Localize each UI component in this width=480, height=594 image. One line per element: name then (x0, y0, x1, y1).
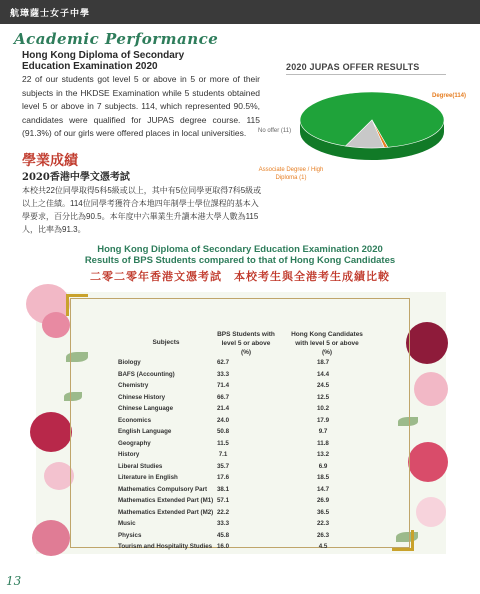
cell-bps-percent: 33.3 (216, 370, 230, 378)
flower-decoration (414, 372, 448, 406)
cell-hk-percent: 17.9 (316, 416, 330, 424)
pie-label-degree: Degree(114) (432, 93, 467, 99)
cell-hk-percent: 22.3 (316, 520, 330, 527)
cell-subject: Physics (118, 531, 142, 539)
flower-decoration (408, 442, 448, 482)
cell-subject: Literature in English (118, 474, 178, 481)
results-title-line1: Hong Kong Diploma of Secondary Education Examination 2020 (97, 244, 383, 255)
chinese-subheading: 2020香港中學文憑考試 (22, 172, 130, 183)
flower-decoration (30, 412, 72, 452)
cell-subject: Chinese Language (118, 405, 174, 412)
cell-subject: Mathematics Extended Part (M2) (118, 508, 214, 516)
cell-bps-percent: 24.0 (216, 416, 230, 424)
cell-subject: English Language (118, 428, 172, 435)
section-title: Academic Performance (14, 30, 219, 48)
cell-hk-percent: 10.2 (316, 405, 330, 412)
cell-bps-percent: 38.1 (216, 485, 230, 493)
frame-corner (66, 294, 69, 316)
cell-bps-percent: 71.4 (216, 382, 230, 389)
cell-bps-percent: 33.3 (216, 520, 230, 527)
cell-subject: Tourism and Hospitality Studies (118, 543, 213, 550)
col-header-subjects: Subjects (152, 339, 180, 346)
english-subtitle-line1: Hong Kong Diploma of Secondary (22, 50, 185, 61)
cell-bps-percent: 17.6 (216, 474, 230, 481)
chart-title-underline (286, 74, 446, 75)
cell-bps-percent: 7.1 (218, 451, 228, 458)
flower-decoration (416, 497, 446, 527)
col-header-hk (282, 330, 372, 357)
cell-hk-percent: 9.7 (318, 428, 328, 435)
cell-bps-percent: 62.7 (216, 359, 230, 366)
table-row (116, 543, 366, 554)
cell-bps-percent: 22.2 (216, 508, 230, 516)
table-row (116, 532, 366, 543)
flower-decoration (406, 322, 448, 364)
col-header-bps-line2: level 5 or above (221, 340, 271, 347)
flower-decoration (32, 520, 70, 556)
cell-bps-percent: 57.1 (216, 497, 230, 504)
table-row (116, 440, 366, 451)
cell-hk-percent: 13.2 (316, 451, 330, 458)
cell-hk-percent: 14.7 (316, 485, 330, 493)
chart-title: 2020 JUPAS OFFER RESULTS (286, 62, 420, 72)
school-name: 航璋薩士女子中學 (10, 9, 91, 19)
cell-subject: Chinese History (118, 393, 166, 401)
cell-bps-percent: 66.7 (216, 393, 230, 401)
cell-subject: Music (118, 520, 136, 527)
table-row (116, 405, 366, 416)
table-row (116, 371, 366, 382)
table-row (116, 497, 366, 508)
table-row (116, 520, 366, 531)
cell-subject: Chemistry (118, 382, 149, 389)
pie-label-associate: Associate Degree / High Diploma (1) (258, 167, 324, 181)
cell-hk-percent: 18.7 (316, 359, 330, 366)
table-row (116, 394, 366, 405)
cell-subject: Liberal Studies (118, 462, 163, 470)
table-row (116, 474, 366, 485)
cell-bps-percent: 21.4 (216, 405, 230, 412)
cell-bps-percent: 45.8 (216, 531, 230, 539)
cell-bps-percent: 50.8 (216, 428, 230, 435)
table-row (116, 417, 366, 428)
cell-bps-percent: 11.5 (217, 439, 229, 447)
frame-corner (66, 294, 88, 297)
cell-hk-percent: 4.5 (318, 543, 328, 550)
cell-bps-percent: 35.7 (216, 462, 230, 470)
frame-corner (411, 530, 414, 551)
results-title-chinese: 二零二零年香港文憑考試 本校考生與全港考生成績比較 (90, 270, 390, 283)
col-header-hk-line2: with level 5 or above (295, 340, 359, 347)
chinese-heading: 學業成績 (22, 153, 78, 169)
col-header-hk-line1: Hong Kong Candidates (291, 331, 363, 338)
table-row (116, 451, 366, 462)
pie-label-no-offer: No offer (11) (258, 128, 292, 134)
header-bar (0, 0, 480, 24)
col-header-bps-line1: BPS Students with (217, 331, 275, 338)
col-header-bps-line3: (%) (240, 349, 252, 356)
page-number: 13 (6, 574, 22, 588)
table-row (116, 463, 366, 474)
cell-subject: Economics (118, 416, 152, 424)
cell-subject: Geography (118, 439, 151, 447)
table-row (116, 509, 366, 520)
cell-hk-percent: 18.5 (316, 474, 330, 481)
col-header-bps (206, 330, 286, 357)
cell-subject: Biology (118, 359, 141, 366)
results-title-line2: Results of BPS Students compared to that of Hong Kong Candidates (84, 255, 396, 266)
cell-hk-percent: 24.5 (316, 382, 330, 389)
cell-hk-percent: 6.9 (318, 462, 328, 470)
english-subtitle-line2: Education Examination 2020 (22, 61, 158, 72)
table-row (116, 486, 366, 497)
cell-hk-percent: 14.4 (316, 370, 330, 378)
chinese-paragraph: 本校共22位同學取得5科5級或以上，其中有5位同學更取得7科5級或以上之佳績。114位同學考獲符合本地四年制學士學位課程的基本入學要求，百分比為90.5。本年度中六畢業生升讀本港大學人數為115人，比率為91.3。 (22, 186, 262, 234)
cell-hk-percent: 26.9 (316, 497, 330, 504)
table-row (116, 428, 366, 439)
cell-hk-percent: 12.5 (316, 393, 330, 401)
table-row (116, 359, 366, 370)
cell-hk-percent: 26.3 (316, 531, 330, 539)
english-paragraph: 22 of our students got level 5 or above in 5 or more of their subjects in the HKDSE Examination while 5 students obtained level 5 or above in 7 subjects. 114, which represented 90.5%, candidates were qualified for JUPAS degree course. 115 (91.3%) of our girls were offered places in local universities. (22, 74, 260, 138)
cell-subject: History (118, 451, 140, 458)
col-header-hk-line3: (%) (321, 349, 333, 356)
cell-subject: BAFS (Accounting) (118, 370, 175, 378)
table-row (116, 382, 366, 393)
cell-subject: Mathematics Extended Part (M1) (118, 497, 214, 504)
cell-subject: Mathematics Compulsory Part (118, 485, 208, 493)
english-subtitle (22, 50, 262, 72)
cell-bps-percent: 16.0 (216, 543, 230, 550)
cell-hk-percent: 11.8 (317, 439, 329, 447)
cell-hk-percent: 36.5 (316, 508, 330, 516)
